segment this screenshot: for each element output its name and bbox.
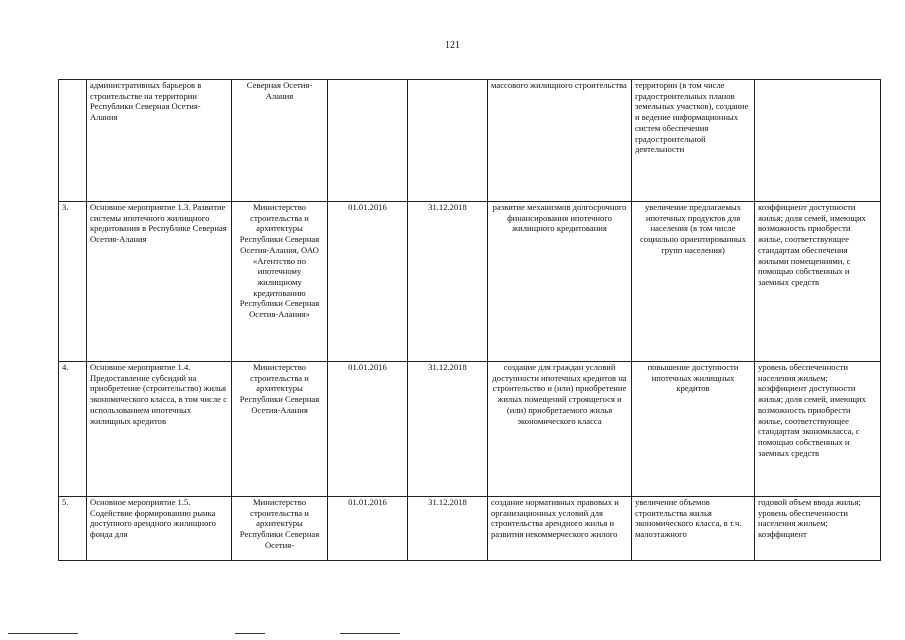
scan-edge-marks xyxy=(0,630,905,640)
table-row xyxy=(59,497,881,561)
end-date: 31.12.2018 xyxy=(408,362,488,497)
measure-name: Основное мероприятие 1.3. Развитие системы ипотечного жилищного кредитования в Республике Северная Осетия-Алания xyxy=(87,202,232,362)
expected-effect: увеличение объемов строительства жилья экономического класса, в т.ч. малоэтажного xyxy=(632,497,755,561)
measure-name: Основное мероприятие 1.5. Содействие формированию рынка доступного арендного жилищного фонда для xyxy=(87,497,232,561)
expected-result: создание нормативных правовых и организационных условий для строительства арендного жилья и развития некоммерческого жилого xyxy=(488,497,632,561)
indicator xyxy=(755,80,881,202)
end-date: 31.12.2018 xyxy=(408,497,488,561)
executor: Министерство строительства и архитектуры Республики Северная Осетия-Алания xyxy=(232,362,328,497)
expected-effect: повышение доступности ипотечных жилищных кредитов xyxy=(632,362,755,497)
row-number: 4. xyxy=(59,362,87,497)
expected-result: создание для граждан условий доступности ипотечных кредитов на строительство и (или) приобретение жилых помещений строящегося и (или) приобретаемого жилья экономического класса xyxy=(488,362,632,497)
end-date: 31.12.2018 xyxy=(408,202,488,362)
start-date: 01.01.2016 xyxy=(328,497,408,561)
page-number: 121 xyxy=(445,40,460,51)
scan-mark xyxy=(340,633,400,634)
end-date xyxy=(408,80,488,202)
executor: Министерство строительства и архитектуры Республики Северная Осетия-Алания, ОАО «Агентство по ипотечному жилищному кредитованию Республики Северная Осетия-Алания» xyxy=(232,202,328,362)
row-number xyxy=(59,80,87,202)
expected-effect: увеличение предлагаемых ипотечных продуктов для населения (в том числе социально ориентированных групп населения) xyxy=(632,202,755,362)
indicator: коэффициент доступности жилья; доля семей, имеющих возможность приобрести жилье, соответствующее стандартам обеспечения жилыми помещениями, с помощью собственных и заемных средств xyxy=(755,202,881,362)
program-measures-table xyxy=(58,79,881,561)
row-number: 3. xyxy=(59,202,87,362)
expected-result: развитие механизмов долгосрочного финансирования ипотечного жилищного кредитования xyxy=(488,202,632,362)
start-date xyxy=(328,80,408,202)
measure-name: административных барьеров в строительстве на территории Республики Северная Осетия-Алания xyxy=(87,80,232,202)
measure-name: Основное мероприятие 1.4. Предоставление субсидий на приобретение (строительство) жилья экономического класса, в том числе с использованием ипотечных жилищных кредитов xyxy=(87,362,232,497)
scan-mark xyxy=(235,633,265,634)
expected-result: массового жилищного строительства xyxy=(488,80,632,202)
executor: Министерство строительства и архитектуры Республики Северная Осетия- xyxy=(232,497,328,561)
start-date: 01.01.2016 xyxy=(328,202,408,362)
indicator: уровень обеспеченности населения жильем; коэффициент доступности жилья; доля семей, имеющих возможность приобрести жилье, соответствующее стандартам экономкласса, с помощью собственных и заемных средств xyxy=(755,362,881,497)
row-number: 5. xyxy=(59,497,87,561)
start-date: 01.01.2016 xyxy=(328,362,408,497)
expected-effect: территории (в том числе градостроительных планов земельных участков), создание и ведение информационных систем обеспечения градостроительной деятельности xyxy=(632,80,755,202)
indicator: годовой объем ввода жилья; уровень обеспеченности населения жильем; коэффициент xyxy=(755,497,881,561)
table-row xyxy=(59,80,881,202)
table-row xyxy=(59,202,881,362)
scan-mark xyxy=(8,633,78,634)
table-row xyxy=(59,362,881,497)
executor: Северная Осетия-Алания xyxy=(232,80,328,202)
